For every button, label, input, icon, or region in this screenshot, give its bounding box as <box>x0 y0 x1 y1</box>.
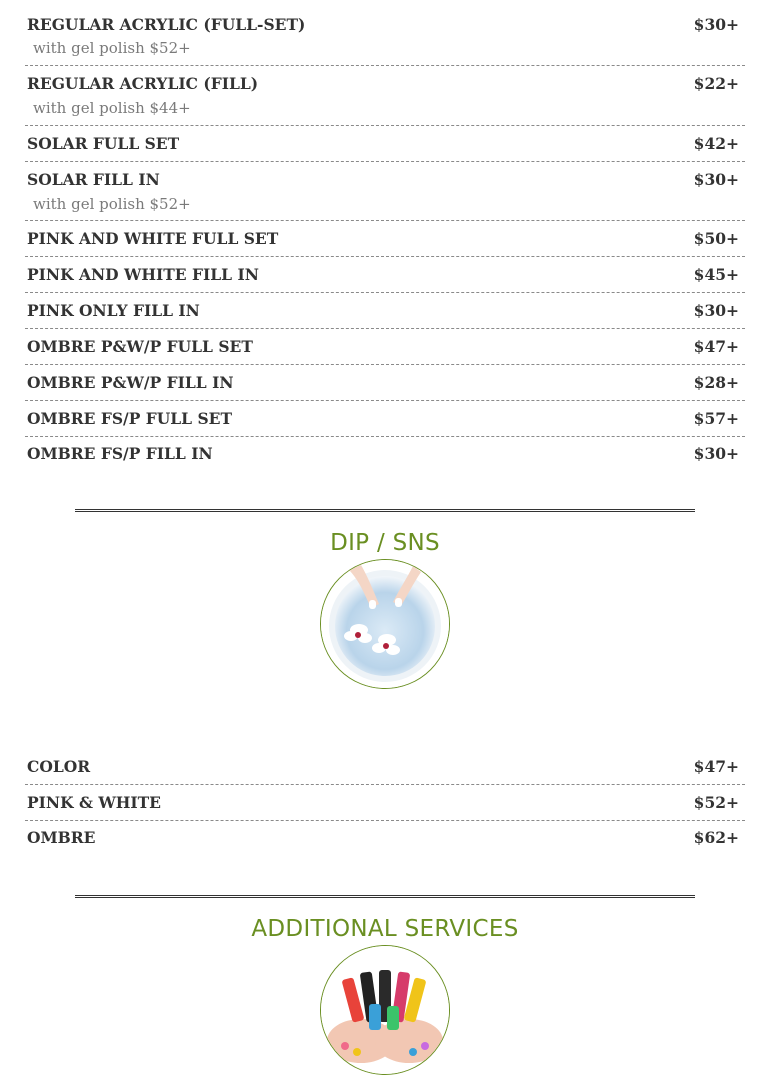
list-item <box>25 256 745 292</box>
section-title-additional: ADDITIONAL SERVICES <box>251 916 519 942</box>
service-price: $47+ <box>693 757 739 776</box>
service-name: SOLAR FILL IN <box>27 170 160 189</box>
service-price: $22+ <box>693 74 739 93</box>
list-item <box>25 292 745 328</box>
service-name: OMBRE <box>27 828 96 847</box>
list-item <box>25 328 745 364</box>
list-item <box>25 65 745 125</box>
list-item <box>25 161 745 220</box>
service-price: $47+ <box>693 337 739 356</box>
service-name: REGULAR ACRYLIC (FILL) <box>27 74 259 93</box>
list-item <box>25 364 745 400</box>
service-price: $28+ <box>693 373 739 392</box>
service-note: with gel polish $52+ <box>33 195 191 213</box>
service-price: $45+ <box>693 265 739 284</box>
service-name: COLOR <box>27 757 91 776</box>
service-name: REGULAR ACRYLIC (FULL-SET) <box>27 15 306 34</box>
service-price: $50+ <box>693 229 739 248</box>
section-title-dip: DIP / SNS <box>330 530 440 556</box>
service-price: $57+ <box>693 409 739 428</box>
service-price: $30+ <box>693 170 739 189</box>
nails-bowl-image <box>321 560 449 688</box>
dip-service-list <box>25 748 745 856</box>
service-name: PINK AND WHITE FILL IN <box>27 265 259 284</box>
list-item <box>25 436 745 472</box>
dip-section-image <box>320 559 450 689</box>
service-price: $52+ <box>693 793 739 812</box>
service-name: OMBRE FS/P FILL IN <box>27 444 213 463</box>
service-price: $30+ <box>693 301 739 320</box>
service-price: $30+ <box>693 15 739 34</box>
section-divider <box>75 509 695 512</box>
service-name: PINK & WHITE <box>27 793 161 812</box>
polish-bottles-image <box>321 946 449 1074</box>
service-name: OMBRE P&W/P FILL IN <box>27 373 234 392</box>
list-item <box>25 820 745 856</box>
list-item <box>25 400 745 436</box>
service-note: with gel polish $44+ <box>33 99 191 117</box>
list-item <box>25 125 745 161</box>
service-note: with gel polish $52+ <box>33 39 191 57</box>
list-item <box>25 748 745 784</box>
list-item <box>25 220 745 256</box>
service-name: OMBRE P&W/P FULL SET <box>27 337 253 356</box>
additional-section-image <box>320 945 450 1075</box>
service-name: OMBRE FS/P FULL SET <box>27 409 233 428</box>
list-item <box>25 0 745 65</box>
list-item <box>25 784 745 820</box>
service-price: $62+ <box>693 828 739 847</box>
service-price: $42+ <box>693 134 739 153</box>
service-price: $30+ <box>693 444 739 463</box>
section-divider <box>75 895 695 898</box>
service-name: SOLAR FULL SET <box>27 134 180 153</box>
acrylic-service-list <box>25 0 745 472</box>
service-name: PINK ONLY FILL IN <box>27 301 200 320</box>
service-name: PINK AND WHITE FULL SET <box>27 229 279 248</box>
